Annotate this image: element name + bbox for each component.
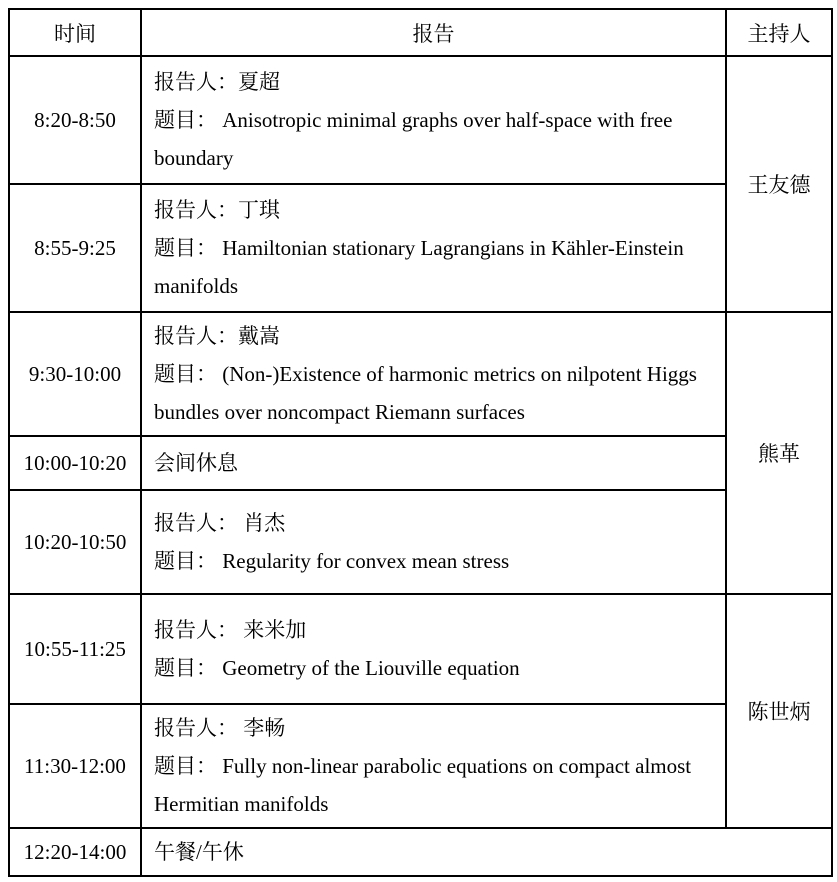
talk-cell — [141, 490, 726, 594]
title-line: 题目： Hamiltonian stationary Lagrangians in Kähler-Einstein manifolds — [154, 236, 684, 298]
title-line: 题目： Fully non-linear parabolic equations on compact almost Hermitian manifolds — [154, 754, 692, 816]
table-row — [9, 312, 832, 436]
title-line: 题目： Geometry of the Liouville equation — [154, 656, 520, 680]
header-talk: 报告 — [141, 9, 726, 56]
table-row — [9, 56, 832, 184]
title-line: 题目： Anisotropic minimal graphs over half-space with free boundary — [154, 108, 673, 170]
speaker-line: 报告人： 李畅 — [154, 716, 286, 740]
time-cell: 10:55-11:25 — [9, 594, 141, 704]
title-line: 题目： (Non-)Existence of harmonic metrics on nilpotent Higgs bundles over noncompact Riemann surfaces — [154, 362, 697, 424]
table-row — [9, 828, 832, 876]
talk-cell — [141, 184, 726, 312]
lunch-cell: 午餐/午休 — [141, 828, 832, 876]
table-row — [9, 184, 832, 312]
chair-cell: 王友德 — [726, 56, 832, 312]
time-cell: 8:20-8:50 — [9, 56, 141, 184]
break-cell: 会间休息 — [141, 436, 726, 490]
talk-cell — [141, 704, 726, 828]
speaker-line: 报告人： 来米加 — [154, 618, 307, 642]
speaker-line: 报告人：戴嵩 — [154, 324, 280, 348]
time-cell: 9:30-10:00 — [9, 312, 141, 436]
speaker-line: 报告人：夏超 — [154, 70, 280, 94]
talk-cell — [141, 594, 726, 704]
speaker-line: 报告人： 肖杰 — [154, 511, 286, 535]
header-time: 时间 — [9, 9, 141, 56]
header-chair: 主持人 — [726, 9, 832, 56]
time-cell: 8:55-9:25 — [9, 184, 141, 312]
chair-cell: 熊革 — [726, 312, 832, 594]
table-row — [9, 704, 832, 828]
speaker-line: 报告人：丁琪 — [154, 198, 280, 222]
talk-cell — [141, 312, 726, 436]
time-cell: 10:00-10:20 — [9, 436, 141, 490]
table-row — [9, 436, 832, 490]
chair-cell: 陈世炳 — [726, 594, 832, 828]
time-cell: 10:20-10:50 — [9, 490, 141, 594]
table-row — [9, 594, 832, 704]
table-row — [9, 490, 832, 594]
title-line: 题目： Regularity for convex mean stress — [154, 549, 510, 573]
program-schedule-table — [8, 8, 833, 877]
time-cell: 12:20-14:00 — [9, 828, 141, 876]
header-row — [9, 9, 832, 56]
time-cell: 11:30-12:00 — [9, 704, 141, 828]
talk-cell — [141, 56, 726, 184]
